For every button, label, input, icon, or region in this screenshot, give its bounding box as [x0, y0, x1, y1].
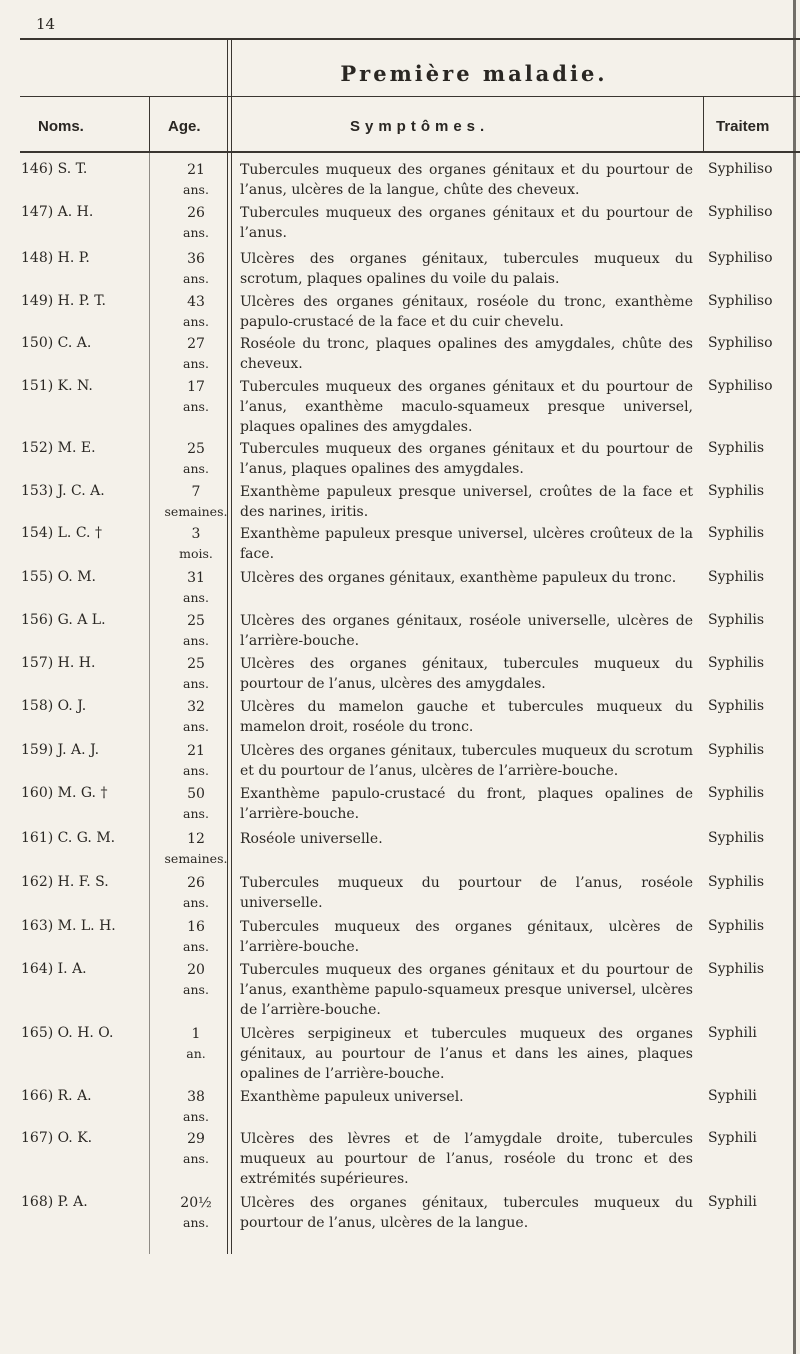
treatment-text: Syphilis	[708, 612, 765, 628]
age-value: 20	[187, 962, 205, 978]
age-value: 26	[187, 205, 205, 221]
symptoms-text: Roséole universelle.	[240, 831, 383, 847]
treatment-text: Syphilis	[708, 655, 765, 671]
patient-age	[162, 160, 230, 199]
symptoms-text: Ulcères des organes génitaux, exanthème papuleux du tronc.	[240, 570, 677, 586]
age-unit: ans.	[183, 1215, 209, 1230]
patient-age	[162, 439, 230, 478]
symptoms-text: Ulcères des organes génitaux, roséole universelle, ulcères de l’arrière-bouche.	[240, 613, 693, 649]
patient-name: 161) C. G. M.	[21, 830, 116, 846]
age-value: 25	[187, 613, 205, 629]
age-unit: ans.	[183, 271, 209, 286]
treatment-text: Syphiliso	[708, 204, 773, 220]
patient-name: 146) S. T.	[21, 161, 88, 177]
patient-name: 152) M. E.	[21, 440, 96, 456]
patient-age	[162, 917, 230, 956]
symptoms-text: Exanthème papuleux presque universel, croûtes de la face et des narines, iritis.	[240, 484, 693, 520]
symptoms-text: Tubercules muqueux du pourtour de l’anus, roséole universelle.	[240, 875, 693, 911]
patient-name: 155) O. M.	[21, 569, 96, 585]
symptoms-text: Ulcères des organes génitaux, tubercules muqueux du pourtour de l’anus, ulcères de la langue.	[240, 1195, 693, 1231]
age-unit: ans.	[183, 633, 209, 648]
age-value: 20½	[180, 1195, 212, 1211]
patient-name: 151) K. N.	[21, 378, 93, 394]
age-unit: an.	[186, 1046, 206, 1061]
age-unit: semaines.	[164, 851, 228, 866]
page-number: 14	[36, 15, 56, 33]
treatment-text: Syphiliso	[708, 293, 773, 309]
treatment-text: Syphili	[708, 1194, 757, 1210]
patient-age	[162, 249, 230, 288]
patient-age	[162, 873, 230, 912]
age-value: 25	[187, 441, 205, 457]
names-age-divider	[149, 97, 150, 152]
patient-name: 154) L. C. †	[21, 525, 102, 541]
age-value: 43	[187, 294, 205, 310]
patient-name: 160) M. G. †	[21, 785, 108, 801]
age-unit: ans.	[183, 356, 209, 371]
patient-name: 156) G. A L.	[21, 612, 106, 628]
age-unit: ans.	[183, 1109, 209, 1124]
treatment-text: Syphilis	[708, 830, 765, 846]
age-unit: ans.	[183, 225, 209, 240]
age-unit: semaines.	[164, 504, 228, 519]
symptoms-treatment-divider	[703, 97, 704, 152]
symptoms-text: Tubercules muqueux des organes génitaux et du pourtour de l’anus, plaques opalines des amygdales.	[240, 441, 693, 477]
symptoms-text: Ulcères des organes génitaux, tubercules muqueux du scrotum, plaques opalines du voile du palais.	[240, 251, 693, 287]
age-unit: ans.	[183, 806, 209, 821]
age-value: 21	[187, 162, 205, 178]
patient-name: 166) R. A.	[21, 1088, 92, 1104]
symptoms-text: Roséole du tronc, plaques opalines des amygdales, chûte des cheveux.	[240, 336, 693, 372]
treatment-text: Syphilis	[708, 874, 765, 890]
patient-name: 150) C. A.	[21, 335, 92, 351]
treatment-text: Syphilis	[708, 525, 765, 541]
treatment-text: Syphilis	[708, 569, 765, 585]
patient-name: 167) O. K.	[21, 1130, 93, 1146]
patient-age	[162, 1024, 230, 1063]
patient-name: 159) J. A. J.	[21, 742, 100, 758]
patient-age	[162, 524, 230, 563]
symptoms-text: Ulcères du mamelon gauche et tubercules muqueux du mamelon droit, roséole du tronc.	[240, 699, 693, 735]
patient-age	[162, 334, 230, 373]
age-unit: ans.	[183, 676, 209, 691]
treatment-text: Syphilis	[708, 483, 765, 499]
age-unit: ans.	[183, 1151, 209, 1166]
symptoms-text: Ulcères des organes génitaux, tubercules muqueux du pourtour de l’anus, ulcères des amygdales.	[240, 656, 693, 692]
age-unit: ans.	[183, 590, 209, 605]
treatment-text: Syphili	[708, 1130, 757, 1146]
age-value: 1	[191, 1026, 201, 1042]
patient-age	[162, 654, 230, 693]
symptoms-text: Ulcères des organes génitaux, tubercules muqueux du scrotum et du pourtour de l’anus, ulcères de l’arrière-bouche.	[240, 743, 693, 779]
patient-name: 158) O. J.	[21, 698, 87, 714]
age-value: 50	[187, 786, 205, 802]
treatment-text: Syphiliso	[708, 335, 773, 351]
symptoms-text: Tubercules muqueux des organes génitaux et du pourtour de l’anus.	[240, 205, 693, 241]
patient-age	[162, 1193, 230, 1232]
symptoms-text: Exanthème papuleux universel.	[240, 1089, 464, 1105]
patient-age	[162, 1087, 230, 1126]
age-value: 3	[191, 526, 201, 542]
table-title: Première maladie.	[340, 61, 608, 86]
age-unit: ans.	[183, 939, 209, 954]
symptoms-text: Tubercules muqueux des organes génitaux et du pourtour de l’anus, ulcères de la langue, chûte des cheveux.	[240, 162, 693, 198]
age-value: 31	[187, 570, 205, 586]
age-value: 21	[187, 743, 205, 759]
patient-age	[162, 611, 230, 650]
symptoms-text: Ulcères des lèvres et de l’amygdale droite, tubercules muqueux au pourtour de l’anus, roséole du tronc et des extrémités supérieures.	[240, 1131, 693, 1187]
age-value: 36	[187, 251, 205, 267]
header-bottom-rule	[20, 96, 800, 97]
age-unit: ans.	[183, 399, 209, 414]
age-value: 29	[187, 1131, 205, 1147]
patient-age	[162, 1129, 230, 1168]
symptoms-text: Tubercules muqueux des organes génitaux et du pourtour de l’anus, exanthème maculo-squameux presque universel, plaques opalines des amygdales.	[240, 379, 693, 435]
patient-age	[162, 784, 230, 823]
column-header-rule	[20, 151, 800, 153]
patient-name: 164) I. A.	[21, 961, 87, 977]
age-value: 27	[187, 336, 205, 352]
age-column-divider	[149, 152, 150, 1254]
column-header-age: Age.	[168, 118, 201, 135]
symptoms-text: Exanthème papulo-crustacé du front, plaques opalines de l’arrière-bouche.	[240, 786, 693, 822]
column-header-treatment: Traitem	[716, 118, 770, 135]
treatment-text: Syphiliso	[708, 250, 773, 266]
age-unit: ans.	[183, 461, 209, 476]
age-value: 16	[187, 919, 205, 935]
age-unit: mois.	[179, 546, 213, 561]
age-value: 38	[187, 1089, 205, 1105]
patient-name: 148) H. P.	[21, 250, 90, 266]
age-unit: ans.	[183, 895, 209, 910]
treatment-text: Syphili	[708, 1025, 757, 1041]
age-value: 25	[187, 656, 205, 672]
patient-age	[162, 203, 230, 242]
patient-age	[162, 568, 230, 607]
patient-age	[162, 741, 230, 780]
patient-age	[162, 697, 230, 736]
treatment-text: Syphilis	[708, 918, 765, 934]
patient-name: 157) H. H.	[21, 655, 96, 671]
patient-age	[162, 829, 230, 868]
patient-name: 163) M. L. H.	[21, 918, 116, 934]
age-unit: ans.	[183, 314, 209, 329]
treatment-text: Syphiliso	[708, 378, 773, 394]
treatment-text: Syphilis	[708, 698, 765, 714]
age-value: 7	[191, 484, 201, 500]
symptoms-text: Tubercules muqueux des organes génitaux et du pourtour de l’anus, exanthème papulo-squameux presque universel, ulcères de l’arrière-bouche.	[240, 962, 693, 1018]
patient-name: 168) P. A.	[21, 1194, 88, 1210]
age-symptoms-divider-2	[231, 39, 232, 1254]
age-unit: ans.	[183, 982, 209, 997]
patient-age	[162, 482, 230, 521]
treatment-text: Syphilis	[708, 961, 765, 977]
age-value: 32	[187, 699, 205, 715]
treatment-text: Syphilis	[708, 742, 765, 758]
treatment-text: Syphiliso	[708, 161, 773, 177]
symptoms-text: Exanthème papuleux presque universel, ulcères croûteux de la face.	[240, 526, 693, 562]
age-value: 26	[187, 875, 205, 891]
patient-age	[162, 292, 230, 331]
column-header-names: Noms.	[38, 118, 84, 135]
symptoms-text: Ulcères serpigineux et tubercules muqueux des organes génitaux, au pourtour de l’anus et dans les aines, plaques opalines de l’arrière-bouche.	[240, 1026, 693, 1082]
patient-name: 153) J. C. A.	[21, 483, 105, 499]
age-value: 17	[187, 379, 205, 395]
age-unit: ans.	[183, 719, 209, 734]
age-unit: ans.	[183, 182, 209, 197]
table-top-rule	[20, 38, 800, 40]
patient-name: 165) O. H. O.	[21, 1025, 114, 1041]
age-value: 12	[187, 831, 205, 847]
patient-age	[162, 377, 230, 416]
symptoms-text: Ulcères des organes génitaux, roséole du tronc, exanthème papulo-crustacé de la face et du cuir chevelu.	[240, 294, 693, 330]
patient-name: 147) A. H.	[21, 204, 94, 220]
treatment-text: Syphilis	[708, 785, 765, 801]
age-unit: ans.	[183, 763, 209, 778]
patient-name: 149) H. P. T.	[21, 293, 106, 309]
symptoms-text: Tubercules muqueux des organes génitaux, ulcères de l’arrière-bouche.	[240, 919, 693, 955]
treatment-text: Syphilis	[708, 440, 765, 456]
patient-name: 162) H. F. S.	[21, 874, 109, 890]
treatment-text: Syphili	[708, 1088, 757, 1104]
patient-age	[162, 960, 230, 999]
column-header-symptoms: Symptômes.	[350, 118, 490, 135]
